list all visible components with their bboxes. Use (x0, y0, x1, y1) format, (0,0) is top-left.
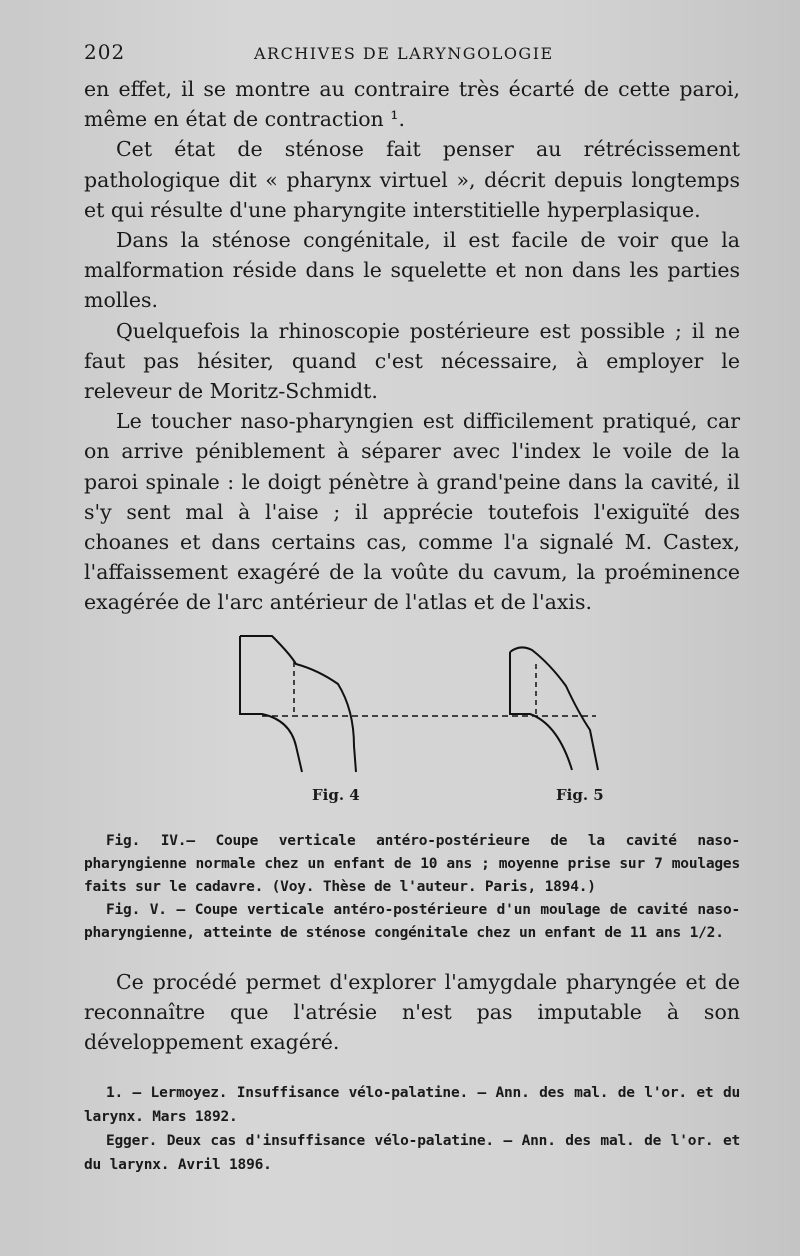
conclusion-text (84, 967, 740, 1058)
fig5-label: Fig. 5 (556, 785, 604, 804)
paragraph: Dans la sténose congénitale, il est facile de voir que la malformation réside dans le squelette et non dans les parties molles. (84, 228, 740, 313)
footnotes (84, 1081, 740, 1177)
figure-captions (84, 830, 740, 945)
footnote: 1. — Lermoyez. Insuffisance vélo-palatine. — Ann. des mal. de l'or. et du larynx. Mars 1892. (84, 1085, 740, 1126)
paragraph: en effet, il se montre au contraire très écarté de cette paroi, même en état de contraction ¹. (84, 77, 740, 132)
paragraph: Quelquefois la rhinoscopie postérieure est possible ; il ne faut pas hésiter, quand c'est nécessaire, à employer le releveur de Moritz-Schmidt. (84, 318, 740, 404)
figure-drawings (84, 634, 740, 824)
paragraph: Cet état de sténose fait penser au rétrécissement pathologique dit « pharynx virtuel », décrit depuis longtemps et qui résulte d'une pharyngite interstitielle hyperplasique. (84, 137, 740, 222)
fig4-label: Fig. 4 (312, 785, 360, 804)
figures-block (84, 634, 740, 824)
footnote: Egger. Deux cas d'insuffisance vélo-palatine. — Ann. des mal. de l'or. et du larynx. Avril 1896. (84, 1133, 740, 1174)
fig4-drawing (240, 636, 596, 772)
caption-fig5: Fig. V. — Coupe verticale antéro-postérieure d'un moulage de cavité naso-pharyngienne, atteinte de sténose congénitale chez un enfant de 11 ans 1/2. (84, 901, 740, 941)
page-header (84, 40, 740, 74)
paragraph: Le toucher naso-pharyngien est difficilement pratiqué, car on arrive péniblement à séparer avec l'index le voile de la paroi spinale : le doigt pénètre à grand'peine dans la cavité, il s'y sent mal à l'aise ; il apprécie toutefois l'exiguïté des choanes et dans certains cas, comme l'a signalé M. Castex, l'affaissement exagéré de la voûte du cavum, la proéminence exagérée de l'arc antérieur de l'atlas et de l'axis. (84, 409, 740, 615)
caption-fig4: Fig. IV.— Coupe verticale antéro-postérieure de la cavité naso-pharyngienne normale chez un enfant de 10 ans ; moyenne prise sur 7 moulages faits sur le cadavre. (Voy. Thèse de l'auteur. Paris, 1894.) (84, 832, 740, 895)
page-number: 202 (84, 40, 126, 64)
body-text (84, 74, 740, 618)
paragraph: Ce procédé permet d'explorer l'amygdale pharyngée et de reconnaître que l'atrésie n'est pas imputable à son développement exagéré. (84, 969, 740, 1055)
fig5-drawing (510, 647, 598, 770)
running-title: ARCHIVES DE LARYNGOLOGIE (254, 44, 554, 63)
